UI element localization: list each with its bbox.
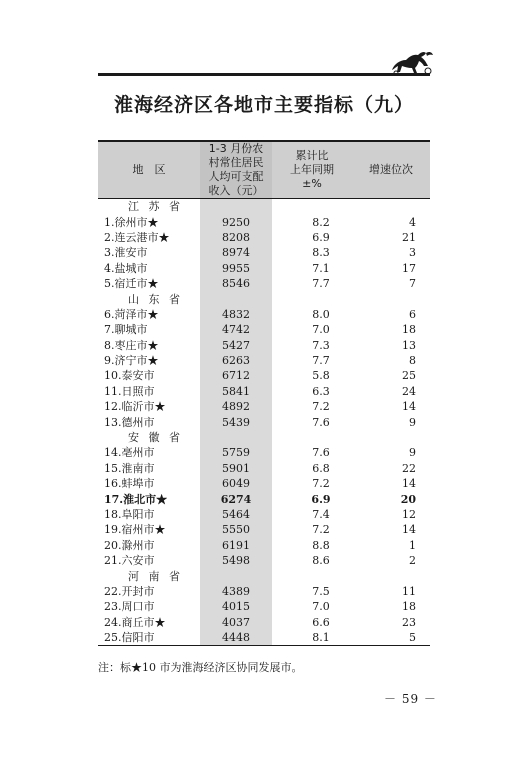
cell-growth: 7.3 xyxy=(312,338,330,352)
cell-region: 21.六安市 xyxy=(104,554,155,568)
province-row xyxy=(98,291,430,306)
cell-region: 10.泰安市 xyxy=(104,369,155,383)
cell-rank: 17 xyxy=(402,261,416,275)
cell-region: 安 徽 省 xyxy=(128,431,183,445)
table-row xyxy=(98,230,430,245)
cell-region: 17.淮北市★ xyxy=(104,492,168,506)
cell-region: 25.信阳市 xyxy=(98,630,200,646)
table-row xyxy=(98,507,430,522)
header-region: 地 区 xyxy=(98,141,200,199)
cell-region: 24.商丘市★ xyxy=(104,615,166,629)
cell-growth: 7.0 xyxy=(312,600,330,614)
table-row xyxy=(98,414,430,429)
cell-income: 6712 xyxy=(200,368,272,383)
table-row xyxy=(98,214,430,229)
cell-income: 4448 xyxy=(200,630,272,646)
cell-growth: 8.0 xyxy=(312,307,330,321)
cell-income: 5464 xyxy=(200,507,272,522)
cell-income: 4832 xyxy=(200,307,272,322)
cell-region: 22.开封市 xyxy=(104,584,155,598)
cell-region: 河 南 省 xyxy=(128,569,183,583)
header-rule xyxy=(98,73,430,76)
cell-income xyxy=(200,430,272,445)
cell-growth: 6.9 xyxy=(312,230,330,244)
table-row xyxy=(98,491,430,506)
cell-growth: 8.1 xyxy=(272,630,352,646)
cell-rank xyxy=(352,568,430,583)
cell-growth xyxy=(272,199,352,215)
table-row xyxy=(98,399,430,414)
table-row xyxy=(98,353,430,368)
cell-region: 19.宿州市★ xyxy=(104,523,166,537)
cell-growth: 7.2 xyxy=(312,477,330,491)
table-header-row xyxy=(98,141,430,199)
cell-rank: 22 xyxy=(402,461,416,475)
header-income: 1-3 月份农 村常住居民 人均可支配 收入（元） xyxy=(200,141,272,199)
cell-rank: 3 xyxy=(409,246,416,260)
cell-growth xyxy=(272,568,352,583)
cell-growth: 7.4 xyxy=(312,508,330,521)
cell-rank: 21 xyxy=(402,230,416,244)
cell-income xyxy=(200,199,272,215)
cell-income: 4037 xyxy=(200,615,272,630)
province-row xyxy=(98,430,430,445)
table-row xyxy=(98,368,430,383)
cell-rank: 8 xyxy=(409,354,416,368)
cell-rank: 4 xyxy=(409,215,416,229)
cell-income: 6263 xyxy=(200,353,272,368)
cell-rank: 18 xyxy=(402,600,416,614)
cell-income: 5439 xyxy=(200,414,272,429)
cell-income xyxy=(200,568,272,583)
cell-growth: 7.1 xyxy=(312,261,330,275)
cell-region: 13.德州市 xyxy=(104,415,155,429)
page-number: － 59 － xyxy=(384,692,437,706)
horse-icon xyxy=(388,46,434,76)
cell-income: 8546 xyxy=(200,276,272,291)
table-row xyxy=(98,322,430,337)
province-row xyxy=(98,568,430,583)
table-row xyxy=(98,276,430,291)
table-row xyxy=(98,476,430,491)
cell-income: 6049 xyxy=(200,476,272,491)
table-row xyxy=(98,553,430,568)
cell-income: 9250 xyxy=(200,214,272,229)
cell-growth: 6.6 xyxy=(312,615,330,629)
cell-rank: 25 xyxy=(402,369,416,383)
cell-income: 6191 xyxy=(200,538,272,553)
cell-income: 4389 xyxy=(200,584,272,599)
cell-growth: 8.2 xyxy=(312,215,330,229)
cell-rank: 6 xyxy=(409,307,416,321)
cell-region: 6.菏泽市★ xyxy=(104,307,159,321)
cell-growth xyxy=(272,430,352,445)
cell-income: 4015 xyxy=(200,599,272,614)
cell-region: 山 东 省 xyxy=(128,292,183,306)
province-row xyxy=(98,199,430,215)
header-growth: 累计比 上年同期 ±% xyxy=(272,141,352,199)
cell-region: 1.徐州市★ xyxy=(104,215,159,229)
cell-region: 8.枣庄市★ xyxy=(104,338,159,352)
cell-region: 20.滁州市 xyxy=(104,538,155,552)
table-row xyxy=(98,522,430,537)
cell-region: 14.亳州市 xyxy=(104,446,155,460)
cell-region: 7.聊城市 xyxy=(104,323,148,337)
cell-income: 5759 xyxy=(200,445,272,460)
cell-income: 8974 xyxy=(200,245,272,260)
cell-rank: 23 xyxy=(402,615,416,629)
cell-rank: 5 xyxy=(352,630,430,646)
cell-growth: 7.0 xyxy=(312,323,330,337)
cell-rank: 9 xyxy=(409,415,416,429)
cell-rank: 14 xyxy=(402,400,416,414)
cell-region: 16.蚌埠市 xyxy=(104,477,155,491)
footnote: 注：标★10 市为淮海经济区协同发展市。 xyxy=(98,661,303,674)
cell-rank: 1 xyxy=(409,538,416,552)
cell-rank xyxy=(352,199,430,215)
cell-rank xyxy=(352,430,430,445)
cell-rank: 13 xyxy=(402,338,416,352)
cell-income: 5841 xyxy=(200,384,272,399)
cell-rank: 20 xyxy=(400,492,416,506)
cell-region: 23.周口市 xyxy=(104,600,155,614)
cell-income: 5427 xyxy=(200,338,272,353)
table-row xyxy=(98,245,430,260)
cell-income: 5550 xyxy=(200,522,272,537)
cell-growth: 8.3 xyxy=(312,246,330,260)
cell-rank xyxy=(352,291,430,306)
cell-region: 5.宿迁市★ xyxy=(104,277,159,291)
cell-growth: 7.5 xyxy=(312,584,330,598)
cell-region: 12.临沂市★ xyxy=(104,400,166,414)
indicator-table xyxy=(98,140,430,646)
cell-growth: 7.6 xyxy=(312,446,330,460)
cell-rank: 9 xyxy=(409,446,416,460)
cell-growth: 8.8 xyxy=(312,538,330,552)
cell-rank: 18 xyxy=(402,323,416,337)
cell-income: 8208 xyxy=(200,230,272,245)
table-row xyxy=(98,538,430,553)
table-row xyxy=(98,584,430,599)
cell-region: 3.淮安市 xyxy=(104,246,148,260)
cell-growth: 7.7 xyxy=(312,277,330,291)
cell-income xyxy=(200,291,272,306)
cell-growth: 7.2 xyxy=(312,400,330,414)
cell-income: 5498 xyxy=(200,553,272,568)
cell-income: 6274 xyxy=(200,491,272,506)
table-row xyxy=(98,338,430,353)
table-row xyxy=(98,445,430,460)
cell-region: 11.日照市 xyxy=(104,384,155,398)
cell-growth: 7.7 xyxy=(312,354,330,368)
cell-income: 5901 xyxy=(200,461,272,476)
cell-rank: 2 xyxy=(409,554,416,568)
table-row xyxy=(98,261,430,276)
cell-growth: 5.8 xyxy=(312,369,330,383)
table-row xyxy=(98,630,430,646)
cell-growth xyxy=(272,291,352,306)
cell-rank: 14 xyxy=(402,477,416,491)
cell-growth: 6.8 xyxy=(312,461,330,475)
cell-income: 4742 xyxy=(200,322,272,337)
cell-rank: 11 xyxy=(402,584,416,598)
table-row xyxy=(98,307,430,322)
cell-growth: 6.9 xyxy=(311,492,331,506)
table-row xyxy=(98,599,430,614)
table-row xyxy=(98,461,430,476)
cell-growth: 8.6 xyxy=(312,554,330,568)
cell-rank: 24 xyxy=(402,384,416,398)
table-row xyxy=(98,384,430,399)
cell-rank: 7 xyxy=(409,277,416,291)
cell-rank: 14 xyxy=(402,523,416,537)
cell-income: 9955 xyxy=(200,261,272,276)
cell-growth: 7.6 xyxy=(312,415,330,429)
header-rank: 增速位次 xyxy=(352,141,430,199)
cell-income: 4892 xyxy=(200,399,272,414)
cell-region: 4.盐城市 xyxy=(104,261,148,275)
table-row xyxy=(98,615,430,630)
cell-rank: 12 xyxy=(402,508,416,521)
cell-region: 9.济宁市★ xyxy=(104,354,159,368)
cell-region: 2.连云港市★ xyxy=(104,230,170,244)
cell-region: 18.阜阳市 xyxy=(104,508,155,521)
cell-growth: 6.3 xyxy=(312,384,330,398)
cell-region: 江 苏 省 xyxy=(128,200,183,214)
page-title: 淮海经济区各地市主要指标（九） xyxy=(113,94,414,116)
cell-growth: 7.2 xyxy=(312,523,330,537)
cell-region: 15.淮南市 xyxy=(104,461,155,475)
